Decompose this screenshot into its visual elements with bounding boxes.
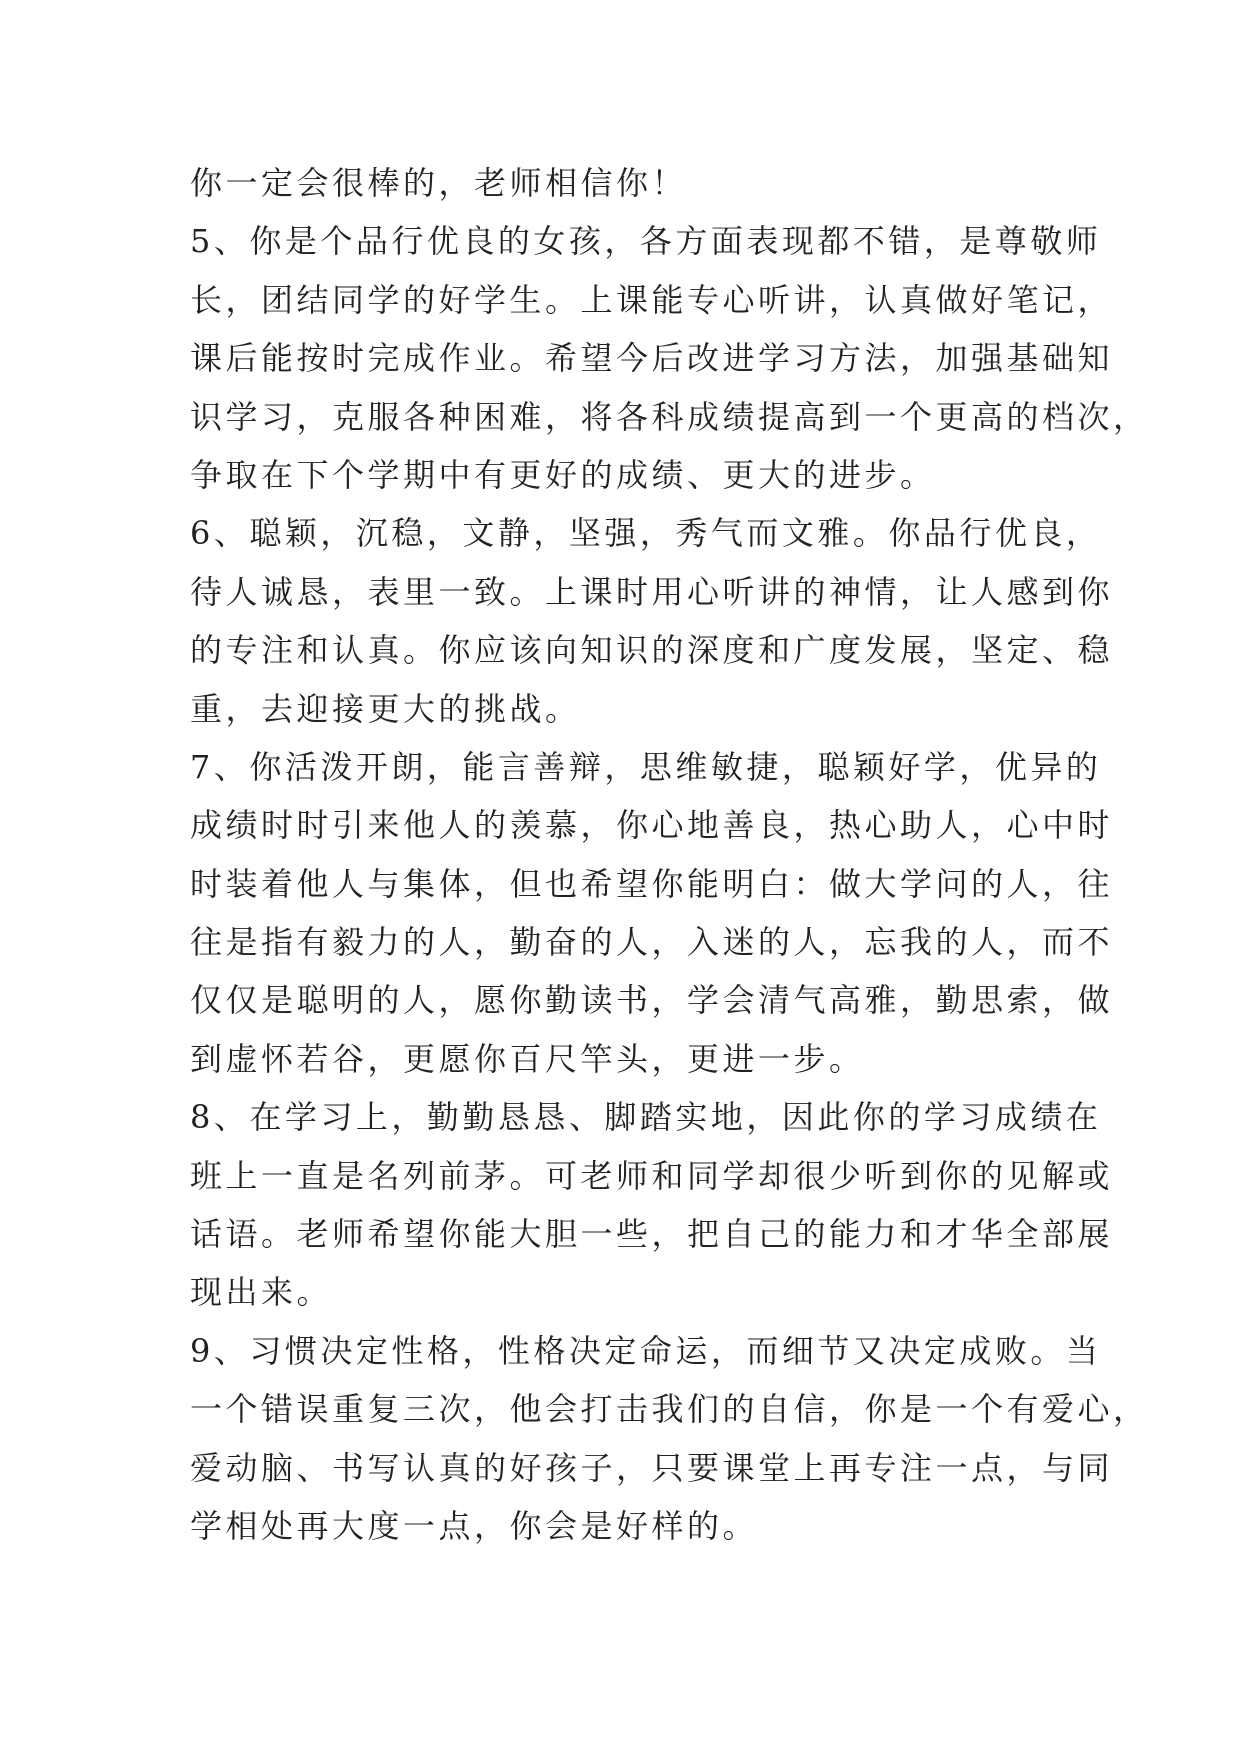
comment-text-block (190, 154, 1149, 1555)
text-line: 一个错误重复三次，他会打击我们的自信，你是一个有爱心， (190, 1390, 1149, 1429)
text-line: 课后能按时完成作业。希望今后改进学习方法，加强基础知 (190, 339, 1114, 378)
text-line: 5、你是个品行优良的女孩，各方面表现都不错，是尊敬师 (190, 222, 1102, 261)
text-line: 重，去迎接更大的挑战。 (190, 689, 581, 728)
text-line: 待人诚恳，表里一致。上课时用心听讲的神情，让人感到你 (190, 572, 1114, 611)
text-line: 长，团结同学的好学生。上课能专心听讲，认真做好笔记， (190, 280, 1114, 319)
text-line: 9、习惯决定性格，性格决定命运，而细节又决定成败。当 (190, 1331, 1102, 1370)
text-line: 成绩时时引来他人的羡慕，你心地善良，热心助人，心中时 (190, 806, 1114, 845)
text-line: 8、在学习上，勤勤恳恳、脚踏实地，因此你的学习成绩在 (190, 1098, 1102, 1137)
text-line: 识学习，克服各种困难，将各科成绩提高到一个更高的档次， (190, 397, 1149, 436)
text-line: 时装着他人与集体，但也希望你能明白：做大学问的人，往 (190, 864, 1114, 903)
text-line: 仅仅是聪明的人，愿你勤读书，学会清气高雅，勤思索，做 (190, 981, 1114, 1020)
text-line: 话语。老师希望你能大胆一些，把自己的能力和才华全部展 (190, 1215, 1114, 1254)
text-line: 爱动脑、书写认真的好孩子，只要课堂上再专注一点，与同 (190, 1448, 1114, 1487)
text-line: 7、你活泼开朗，能言善辩，思维敏捷，聪颖好学，优异的 (190, 747, 1102, 786)
text-line: 6、聪颖，沉稳，文静，坚强，秀气而文雅。你品行优良， (190, 514, 1102, 553)
text-line: 的专注和认真。你应该向知识的深度和广度发展，坚定、稳 (190, 631, 1114, 670)
text-line: 你一定会很棒的，老师相信你！ (190, 164, 688, 202)
text-line: 班上一直是名列前茅。可老师和同学却很少听到你的见解或 (190, 1156, 1114, 1195)
text-line: 争取在下个学期中有更好的成绩、更大的进步。 (190, 455, 936, 494)
text-line: 现出来。 (190, 1273, 333, 1312)
text-line: 学相处再大度一点，你会是好样的。 (190, 1506, 759, 1545)
text-line: 往是指有毅力的人，勤奋的人，入迷的人，忘我的人，而不 (190, 923, 1114, 962)
text-line: 到虚怀若谷，更愿你百尺竿头，更进一步。 (190, 1039, 865, 1078)
